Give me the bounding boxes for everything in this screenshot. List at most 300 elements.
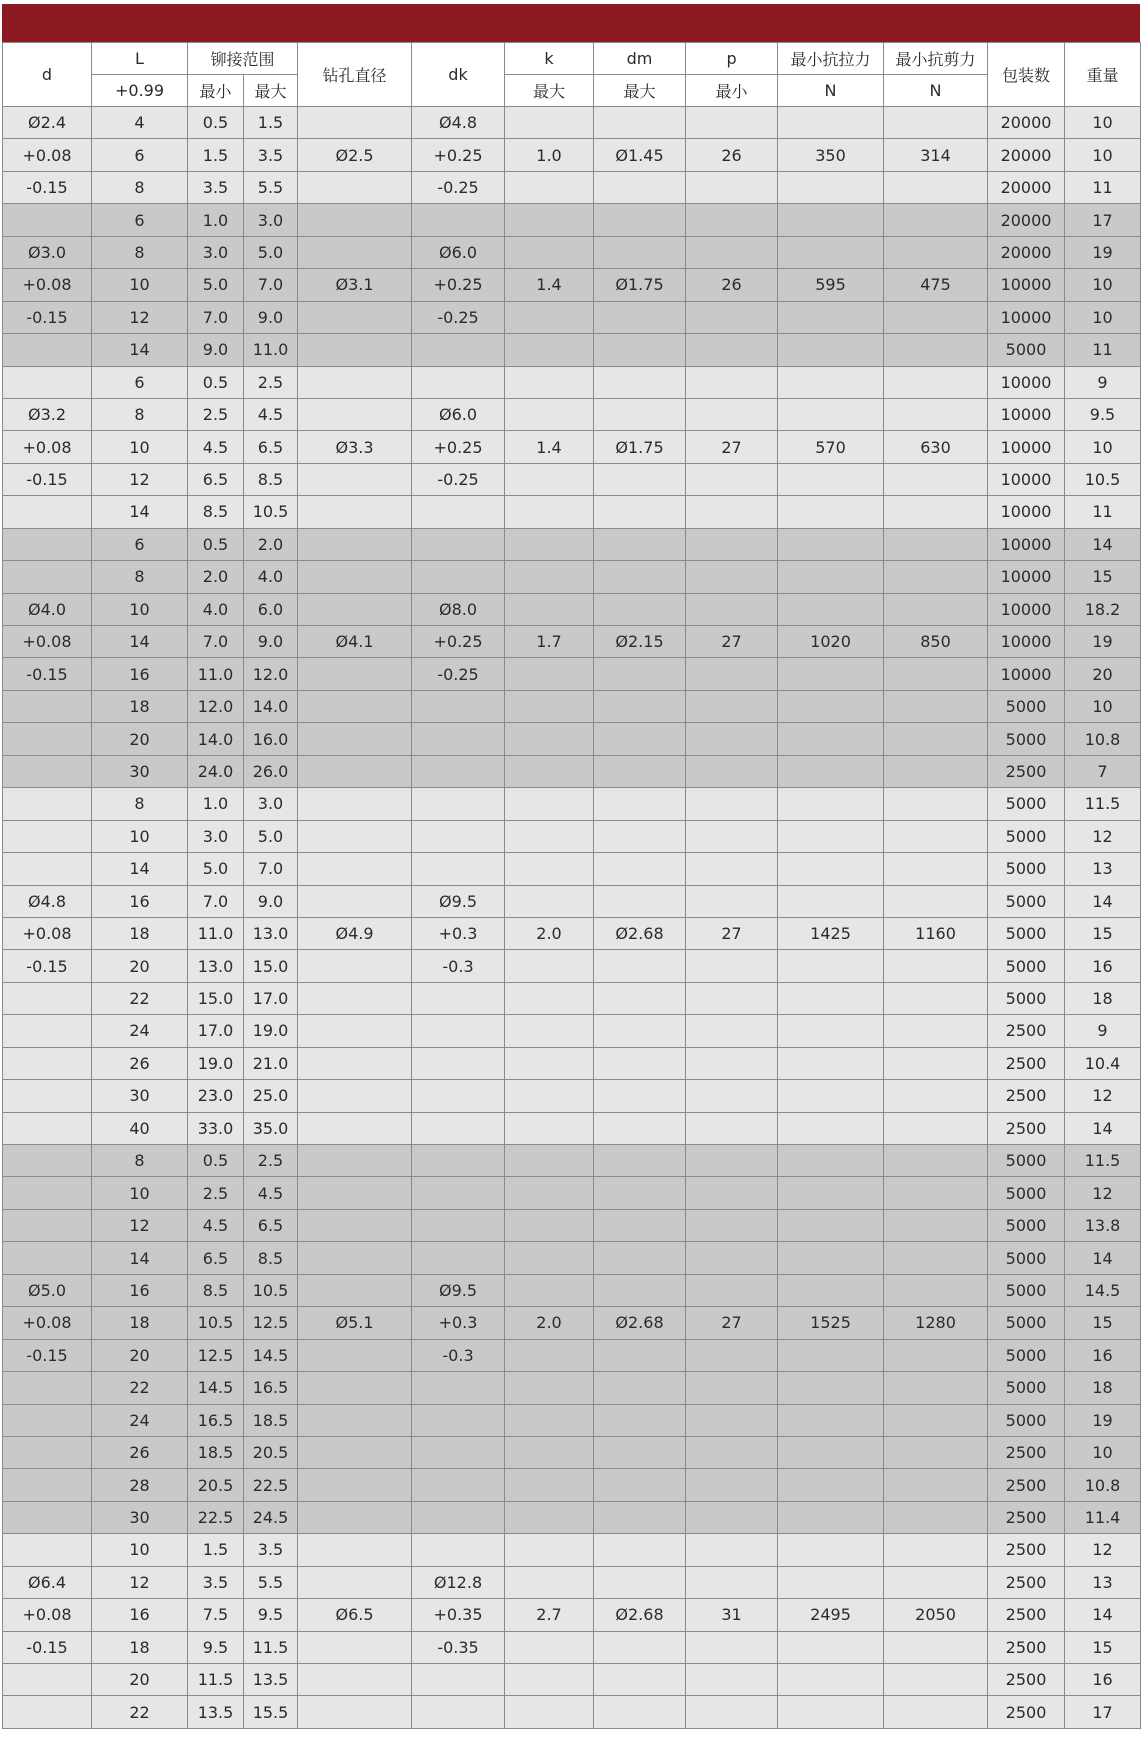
table-cell: [298, 1209, 412, 1241]
table-cell: 20.5: [188, 1469, 244, 1501]
table-cell: [884, 788, 988, 820]
table-cell: [412, 1177, 505, 1209]
table-cell: 2500: [988, 1696, 1065, 1728]
table-row: [3, 1404, 1141, 1436]
table-cell: [778, 1696, 884, 1728]
table-cell: 9.0: [244, 301, 298, 333]
table-cell: [412, 1372, 505, 1404]
table-cell: 10000: [988, 431, 1065, 463]
table-cell: [298, 107, 412, 139]
table-cell: +0.25: [412, 431, 505, 463]
table-cell: [686, 463, 778, 495]
table-cell: 7.0: [188, 301, 244, 333]
table-cell: 11: [1065, 334, 1141, 366]
table-row: [3, 885, 1141, 917]
table-cell: Ø2.15: [594, 626, 686, 658]
table-cell: [298, 528, 412, 560]
table-cell: 20000: [988, 139, 1065, 171]
table-cell: 2500: [988, 1566, 1065, 1598]
table-cell: 10.5: [1065, 463, 1141, 495]
table-cell: 5000: [988, 723, 1065, 755]
table-cell: [884, 1209, 988, 1241]
table-cell: 20: [92, 1664, 188, 1696]
table-cell: 7.5: [188, 1599, 244, 1631]
table-cell: 11.5: [1065, 1145, 1141, 1177]
table-cell: [505, 1274, 594, 1306]
table-cell: [505, 1047, 594, 1079]
table-cell: [686, 723, 778, 755]
table-cell: [298, 723, 412, 755]
table-cell: 10: [92, 1177, 188, 1209]
table-cell: [778, 1436, 884, 1468]
table-row: [3, 1080, 1141, 1112]
table-cell: 11.0: [188, 917, 244, 949]
table-cell: 1.5: [244, 107, 298, 139]
table-cell: [778, 107, 884, 139]
table-cell: 4.5: [188, 1209, 244, 1241]
table-row: [3, 1177, 1141, 1209]
table-cell: 6.5: [244, 431, 298, 463]
table-cell: +0.08: [3, 139, 92, 171]
header-rivet-range: 铆接范围: [188, 43, 298, 75]
table-cell: [594, 885, 686, 917]
table-cell: [884, 561, 988, 593]
table-cell: 20: [1065, 658, 1141, 690]
table-cell: 15.0: [188, 982, 244, 1014]
table-cell: [884, 982, 988, 1014]
table-cell: [505, 723, 594, 755]
table-cell: 2500: [988, 1534, 1065, 1566]
table-cell: 28: [92, 1469, 188, 1501]
table-cell: +0.08: [3, 431, 92, 463]
table-cell: [594, 690, 686, 722]
table-cell: [884, 755, 988, 787]
table-cell: -0.15: [3, 658, 92, 690]
table-cell: [505, 561, 594, 593]
table-cell: 19: [1065, 626, 1141, 658]
table-cell: Ø2.68: [594, 917, 686, 949]
table-row: [3, 1631, 1141, 1663]
table-cell: [884, 204, 988, 236]
table-cell: 3.0: [244, 204, 298, 236]
table-cell: 26: [92, 1047, 188, 1079]
table-cell: Ø4.0: [3, 593, 92, 625]
table-cell: 1425: [778, 917, 884, 949]
table-cell: 2.0: [505, 1307, 594, 1339]
table-cell: [412, 690, 505, 722]
table-cell: 13.5: [188, 1696, 244, 1728]
table-cell: [412, 561, 505, 593]
table-row: [3, 204, 1141, 236]
table-cell: 26: [686, 269, 778, 301]
table-cell: [412, 1047, 505, 1079]
table-cell: [686, 366, 778, 398]
table-cell: [505, 853, 594, 885]
table-cell: [298, 1047, 412, 1079]
header-dk: dk: [412, 43, 505, 107]
table-cell: +0.08: [3, 1599, 92, 1631]
table-cell: [594, 1631, 686, 1663]
table-cell: [594, 301, 686, 333]
table-cell: 19.0: [188, 1047, 244, 1079]
table-row: [3, 1015, 1141, 1047]
table-cell: [594, 171, 686, 203]
table-cell: [594, 1566, 686, 1598]
table-cell: 1525: [778, 1307, 884, 1339]
table-cell: -0.3: [412, 950, 505, 982]
table-cell: 2500: [988, 1112, 1065, 1144]
table-cell: 21.0: [244, 1047, 298, 1079]
table-cell: [3, 1696, 92, 1728]
table-cell: [505, 1664, 594, 1696]
table-row: [3, 1209, 1141, 1241]
table-cell: [298, 1112, 412, 1144]
table-cell: 19: [1065, 236, 1141, 268]
table-cell: 14.5: [244, 1339, 298, 1371]
table-cell: +0.25: [412, 269, 505, 301]
table-cell: Ø1.75: [594, 431, 686, 463]
table-row: [3, 1307, 1141, 1339]
table-cell: +0.08: [3, 626, 92, 658]
table-cell: [505, 593, 594, 625]
table-cell: [778, 1209, 884, 1241]
table-cell: 16: [92, 1599, 188, 1631]
table-cell: 27: [686, 431, 778, 463]
table-cell: 6: [92, 366, 188, 398]
table-cell: 8: [92, 398, 188, 430]
table-cell: 8: [92, 561, 188, 593]
table-cell: 14: [92, 626, 188, 658]
table-cell: [884, 1047, 988, 1079]
table-cell: 10: [1065, 431, 1141, 463]
table-cell: Ø1.75: [594, 269, 686, 301]
table-cell: [778, 301, 884, 333]
table-cell: 5000: [988, 820, 1065, 852]
table-cell: [594, 853, 686, 885]
table-cell: [298, 496, 412, 528]
table-cell: 8.5: [188, 496, 244, 528]
table-cell: Ø3.2: [3, 398, 92, 430]
table-cell: 7: [1065, 755, 1141, 787]
table-cell: 22: [92, 1372, 188, 1404]
table-cell: 5.5: [244, 1566, 298, 1598]
table-cell: [778, 723, 884, 755]
table-cell: 2050: [884, 1599, 988, 1631]
table-cell: 8: [92, 788, 188, 820]
table-cell: 14.0: [244, 690, 298, 722]
table-cell: [884, 528, 988, 560]
table-cell: 10000: [988, 301, 1065, 333]
table-cell: 10000: [988, 463, 1065, 495]
table-cell: 10: [1065, 690, 1141, 722]
table-cell: 0.5: [188, 366, 244, 398]
table-cell: [505, 1015, 594, 1047]
table-cell: 9: [1065, 366, 1141, 398]
table-cell: 10: [1065, 139, 1141, 171]
table-cell: [884, 1566, 988, 1598]
table-row: [3, 1501, 1141, 1533]
table-cell: [3, 820, 92, 852]
table-cell: 2.7: [505, 1599, 594, 1631]
table-cell: +0.08: [3, 269, 92, 301]
table-cell: [3, 1177, 92, 1209]
table-cell: [686, 1047, 778, 1079]
table-cell: 4: [92, 107, 188, 139]
table-cell: +0.08: [3, 1307, 92, 1339]
table-cell: 5.0: [188, 853, 244, 885]
table-cell: [778, 1177, 884, 1209]
table-cell: 5000: [988, 1242, 1065, 1274]
table-cell: [884, 1112, 988, 1144]
table-cell: 850: [884, 626, 988, 658]
table-cell: [298, 1664, 412, 1696]
table-cell: [505, 107, 594, 139]
table-cell: [3, 1501, 92, 1533]
table-cell: +0.35: [412, 1599, 505, 1631]
table-cell: [594, 950, 686, 982]
table-cell: 2500: [988, 1631, 1065, 1663]
table-cell: 3.5: [188, 1566, 244, 1598]
table-cell: [778, 982, 884, 1014]
table-cell: [884, 236, 988, 268]
table-cell: [3, 1242, 92, 1274]
table-cell: [778, 366, 884, 398]
table-cell: 5000: [988, 917, 1065, 949]
table-cell: 13.0: [188, 950, 244, 982]
table-cell: 26: [686, 139, 778, 171]
subheader-l-tolerance: +0.99: [92, 75, 188, 107]
table-row: [3, 366, 1141, 398]
table-cell: [778, 1047, 884, 1079]
table-cell: [884, 1436, 988, 1468]
table-cell: [778, 398, 884, 430]
table-cell: 8.5: [244, 463, 298, 495]
table-cell: Ø4.1: [298, 626, 412, 658]
table-cell: Ø2.4: [3, 107, 92, 139]
table-cell: 8: [92, 171, 188, 203]
table-cell: 15: [1065, 561, 1141, 593]
table-cell: [298, 1015, 412, 1047]
table-cell: [505, 1566, 594, 1598]
table-cell: 10000: [988, 658, 1065, 690]
table-cell: [505, 236, 594, 268]
table-cell: -0.15: [3, 301, 92, 333]
table-cell: 5000: [988, 788, 1065, 820]
table-cell: [298, 1566, 412, 1598]
table-cell: 1280: [884, 1307, 988, 1339]
table-cell: 20000: [988, 236, 1065, 268]
table-cell: 16: [92, 885, 188, 917]
table-cell: 1.5: [188, 1534, 244, 1566]
table-cell: [3, 982, 92, 1014]
table-cell: [3, 788, 92, 820]
table-cell: [778, 1566, 884, 1598]
table-cell: [298, 755, 412, 787]
table-cell: 14: [92, 496, 188, 528]
table-cell: Ø5.1: [298, 1307, 412, 1339]
table-cell: [298, 1080, 412, 1112]
table-cell: -0.15: [3, 463, 92, 495]
table-cell: [505, 885, 594, 917]
table-cell: 3.5: [244, 1534, 298, 1566]
table-cell: 12: [1065, 1080, 1141, 1112]
table-cell: 5000: [988, 1209, 1065, 1241]
table-row: [3, 1566, 1141, 1598]
table-cell: [686, 885, 778, 917]
table-cell: [686, 950, 778, 982]
header-p: p: [686, 43, 778, 75]
table-cell: [778, 561, 884, 593]
table-cell: 6: [92, 528, 188, 560]
table-cell: -0.15: [3, 1631, 92, 1663]
table-cell: [778, 1015, 884, 1047]
table-cell: [3, 496, 92, 528]
table-cell: 22.5: [188, 1501, 244, 1533]
table-cell: [3, 1047, 92, 1079]
table-cell: 5000: [988, 982, 1065, 1014]
table-cell: Ø2.68: [594, 1307, 686, 1339]
table-row: [3, 1664, 1141, 1696]
table-cell: [884, 366, 988, 398]
table-row: [3, 269, 1141, 301]
table-cell: 12: [1065, 1177, 1141, 1209]
table-row: [3, 788, 1141, 820]
table-cell: 16: [1065, 1339, 1141, 1371]
table-cell: Ø6.5: [298, 1599, 412, 1631]
table-cell: 15: [1065, 917, 1141, 949]
subheader-tensile-unit: N: [778, 75, 884, 107]
table-cell: 2.0: [244, 528, 298, 560]
table-cell: [686, 690, 778, 722]
table-cell: 2.0: [505, 917, 594, 949]
table-cell: 17: [1065, 1696, 1141, 1728]
table-cell: 0.5: [188, 528, 244, 560]
table-cell: 12.0: [244, 658, 298, 690]
table-cell: 20: [92, 950, 188, 982]
table-cell: [412, 1534, 505, 1566]
table-cell: [884, 1274, 988, 1306]
subheader-k-max: 最大: [505, 75, 594, 107]
table-cell: [298, 593, 412, 625]
table-cell: Ø6.4: [3, 1566, 92, 1598]
table-cell: 5.0: [244, 820, 298, 852]
table-cell: [884, 301, 988, 333]
table-cell: [884, 723, 988, 755]
table-cell: [412, 853, 505, 885]
header-package-qty: 包装数: [988, 43, 1065, 107]
table-cell: -0.25: [412, 301, 505, 333]
table-cell: 14: [1065, 1242, 1141, 1274]
table-cell: [884, 1631, 988, 1663]
table-cell: 1160: [884, 917, 988, 949]
table-cell: [686, 1534, 778, 1566]
table-cell: [412, 1145, 505, 1177]
table-cell: 30: [92, 1080, 188, 1112]
table-cell: 15: [1065, 1307, 1141, 1339]
table-cell: Ø8.0: [412, 593, 505, 625]
table-cell: 23.0: [188, 1080, 244, 1112]
table-cell: 2500: [988, 755, 1065, 787]
table-cell: [884, 1372, 988, 1404]
table-cell: [884, 1501, 988, 1533]
table-cell: 20000: [988, 171, 1065, 203]
table-cell: 9.5: [1065, 398, 1141, 430]
table-cell: 9.0: [188, 334, 244, 366]
table-cell: 24.5: [244, 1501, 298, 1533]
table-cell: 1.7: [505, 626, 594, 658]
table-row: [3, 1339, 1141, 1371]
table-cell: [884, 1145, 988, 1177]
table-cell: [412, 528, 505, 560]
table-cell: [778, 1664, 884, 1696]
table-cell: 26.0: [244, 755, 298, 787]
table-cell: 3.0: [188, 236, 244, 268]
table-cell: [412, 1436, 505, 1468]
subheader-range-min: 最小: [188, 75, 244, 107]
table-cell: [686, 1015, 778, 1047]
table-cell: 5000: [988, 853, 1065, 885]
table-cell: [778, 658, 884, 690]
table-cell: [298, 1274, 412, 1306]
table-cell: [778, 1112, 884, 1144]
table-cell: [412, 1015, 505, 1047]
header-dm: dm: [594, 43, 686, 75]
table-cell: [505, 1339, 594, 1371]
table-cell: 16: [92, 1274, 188, 1306]
table-cell: 15.0: [244, 950, 298, 982]
table-cell: 11.5: [1065, 788, 1141, 820]
table-cell: [412, 1696, 505, 1728]
table-cell: [298, 1696, 412, 1728]
table-cell: 26: [92, 1436, 188, 1468]
table-row: [3, 139, 1141, 171]
table-cell: 6.5: [188, 463, 244, 495]
table-cell: 11.4: [1065, 1501, 1141, 1533]
table-cell: [505, 1080, 594, 1112]
table-cell: +0.08: [3, 917, 92, 949]
table-row: [3, 301, 1141, 333]
table-cell: Ø9.5: [412, 885, 505, 917]
table-cell: 18: [92, 917, 188, 949]
table-cell: [778, 334, 884, 366]
table-cell: [412, 204, 505, 236]
table-cell: 10000: [988, 269, 1065, 301]
table-row: [3, 658, 1141, 690]
table-cell: 2.5: [244, 1145, 298, 1177]
table-row: [3, 236, 1141, 268]
table-cell: 10: [92, 431, 188, 463]
table-cell: 12: [92, 1566, 188, 1598]
table-cell: 14: [92, 1242, 188, 1274]
subheader-range-max: 最大: [244, 75, 298, 107]
table-cell: [505, 1372, 594, 1404]
table-cell: 10000: [988, 561, 1065, 593]
table-cell: [594, 1015, 686, 1047]
table-cell: [505, 334, 594, 366]
table-cell: 10000: [988, 626, 1065, 658]
table-row: [3, 1436, 1141, 1468]
table-cell: [686, 1436, 778, 1468]
table-cell: -0.25: [412, 463, 505, 495]
table-cell: [594, 982, 686, 1014]
table-cell: 16.0: [244, 723, 298, 755]
table-row: [3, 334, 1141, 366]
table-cell: [298, 1501, 412, 1533]
table-row: [3, 950, 1141, 982]
table-cell: 0.5: [188, 107, 244, 139]
table-cell: [298, 885, 412, 917]
table-cell: [686, 204, 778, 236]
